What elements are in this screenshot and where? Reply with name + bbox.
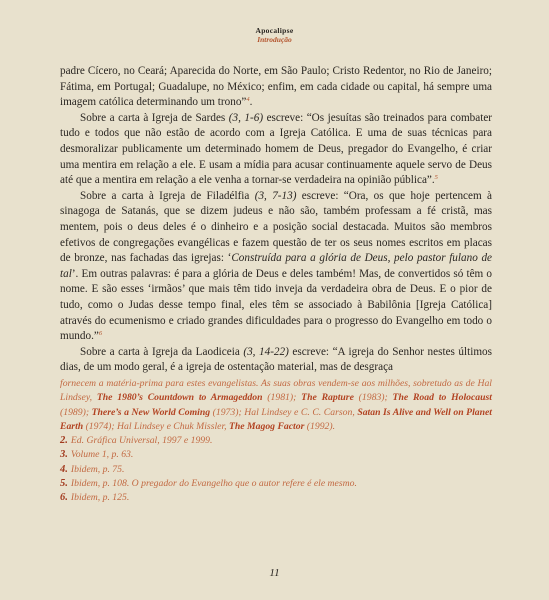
text-run: .	[249, 96, 253, 109]
text-run: Sobre a carta à Igreja da Laodiceia	[80, 345, 244, 358]
footnote-text: (1989);	[60, 406, 92, 418]
body-paragraph	[60, 64, 492, 111]
footnote-item	[60, 491, 492, 505]
text-run: ’. Em outras palavras: é para a glória de Deus e deles também! Mas, de convertidos só têm o nome. E são esses ‘irmãos’ que mais têm tido inveja da verdadeira obra de Deus. E o pior de tudo, como o Judas desse tempo final, eles têm se associado à Babilônia [Igreja Católica] através do ecumenismo e criado grandes dificuldades para o progresso do Evangelho em todo o mundo.”	[60, 267, 492, 343]
footnote-item	[60, 377, 492, 434]
footnote-text: (1983);	[353, 392, 393, 404]
body-text	[60, 64, 492, 376]
footnote-item	[60, 477, 492, 491]
italic-text: (3, 7-13)	[254, 189, 297, 202]
footnote-number: 4.	[60, 463, 68, 475]
footnote-text: fornecem a matéria-prima para estes evangelistas. As suas obras vendem-se aos milhões, sobretudo as de Hal Lindsey,	[60, 378, 492, 404]
footnote-item	[60, 434, 492, 448]
footnote-number: 2.	[60, 435, 68, 447]
text-run: escreve: “Ora, os que hoje pertencem à sinagoga de Satanás, que se dizem judeus e não são, também professam a fé cristã, mas mentem, pois o deus deles é o dinheiro e a posição social destacada. Muitos são membros efetivos de congregações evangélicas e fazem questão de ter os seus nomes escritos em placas de bronze, nas fachadas das igrejas: ‘	[60, 189, 492, 265]
running-header-section: Introdução	[257, 35, 292, 44]
italic-text: (3, 1-6)	[228, 111, 264, 124]
footnote-number: 6.	[60, 492, 68, 504]
text-run: Sobre a carta à Igreja de Sardes	[80, 111, 229, 124]
book-title: The 1980’s Countdown to Armageddon	[96, 392, 263, 404]
page-number: 11	[269, 567, 280, 579]
body-paragraph	[60, 111, 492, 189]
running-header	[0, 26, 549, 44]
text-run: escreve: “A igreja do Senhor nestes últimos dias, de um modo geral, é a igreja de ostentação material, mas de desgraça	[60, 345, 492, 374]
italic-text: (3, 14-22)	[243, 345, 289, 358]
body-paragraph	[60, 189, 492, 345]
footnotes	[60, 377, 492, 506]
book-title: The Magog Factor	[229, 420, 305, 432]
footnote-text: Ibidem, p. 125.	[70, 492, 130, 504]
footnote-ref: 4	[246, 96, 250, 104]
book-title: Satan Is Alive and Well on Planet Earth	[60, 406, 493, 432]
text-run: escreve: “Os jesuítas são treinados para combater tudo e todos que não estão de acordo com a Igreja Católica. E uma de suas técnicas para desmoralizar publicamente um determinado homem de Deus, pregador do Evangelho, é criar uma mentira em relação a ele. E usam a mídia para acusar continuamente aquele servo de Deus até que a mentira em relação a ele venha a tornar-se verdadeira na opinião pública”.	[60, 111, 493, 187]
book-title: The Rapture	[301, 392, 354, 404]
footnote-item	[60, 463, 492, 477]
footnote-text: (1981);	[262, 392, 302, 404]
footnote-text: Ed. Gráfica Universal, 1997 e 1999.	[70, 435, 213, 447]
footnote-number: 5.	[60, 478, 68, 490]
footnote-item	[60, 448, 492, 462]
footnote-text: (1973); Hal Lindsey e C. C. Carson,	[210, 406, 358, 418]
book-title: There’s a New World Coming	[91, 406, 211, 418]
text-run: padre Cícero, no Ceará; Aparecida do Norte, em São Paulo; Cristo Redentor, no Rio de Janeiro; Fátima, em Portugal; Guadalupe, no México; enfim, em cada cidade ou capital, há sempre uma imagem católica determinando um trono”	[60, 65, 492, 109]
body-paragraph	[60, 345, 492, 376]
footnote-text: (1974); Hal Lindsey e Chuk Missler,	[83, 420, 229, 432]
footnote-text: Ibidem, p. 108. O pregador do Evangelho que o autor refere é ele mesmo.	[70, 478, 357, 490]
footnote-ref: 6	[98, 330, 103, 338]
footnote-text: Ibidem, p. 75.	[70, 463, 125, 475]
footnote-text: (1992).	[304, 420, 336, 432]
footnote-number: 3.	[60, 449, 68, 461]
book-title: The Road to Holocaust	[392, 392, 493, 404]
running-header-book-title: Apocalipse	[255, 26, 294, 35]
italic-text: Construída para a glória de Deus, pelo pastor fulano de tal	[60, 252, 492, 280]
footnote-text: Volume 1, p. 63.	[70, 449, 134, 461]
text-run: Sobre a carta à Igreja de Filadélfia	[80, 189, 255, 202]
footnote-ref: 5	[434, 174, 438, 182]
